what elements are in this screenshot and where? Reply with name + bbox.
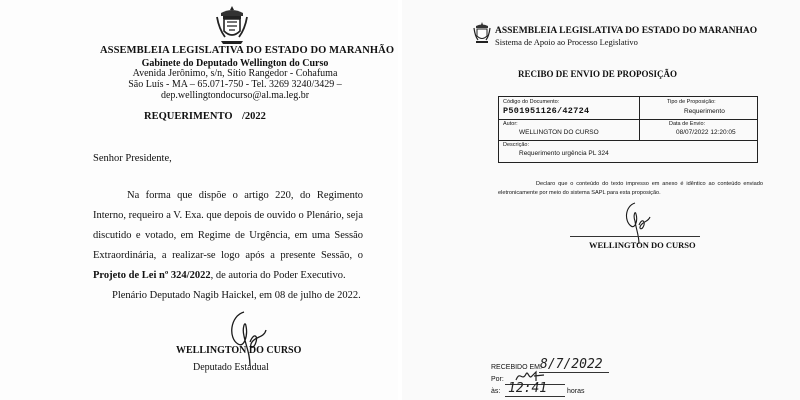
handwritten-signature — [621, 201, 651, 245]
email-address: dep.wellingtondocurso@al.ma.leg.br — [160, 90, 310, 101]
address-line-1: Avenida Jerônimo, s/n, Sítio Rangedor - Cohafuma — [132, 68, 338, 79]
proposition-type: Requerimento — [684, 108, 725, 115]
signatory-title: Deputado Estadual — [193, 362, 269, 373]
request-number: /2022 — [242, 111, 266, 122]
office-name: Gabinete do Deputado Wellington do Curso — [141, 58, 329, 69]
declaration-text: Declaro que o conteúdo do texto impresso em anexo é idêntico ao conteúdo enviado eletronicamente por meio do sistema SAPL para esta proposição. — [498, 181, 763, 196]
handwritten-signature — [224, 308, 270, 368]
send-date: 08/07/2022 12:20:05 — [676, 129, 736, 136]
body-text-start: Na forma que dispõe o artigo 220, do Regimento Interno, requeiro a V. Exa. que depois de ouvido o Plenário, seja discutido e votado, em Regime de Urgência, em uma Sessão Extraordinária, a realizar-se logo após a presente Sessão, o — [93, 190, 363, 261]
hours-label: horas — [567, 388, 585, 395]
send-date-label: Data de Envio: — [669, 121, 706, 127]
proposition-details-box — [498, 96, 758, 163]
proposition-type-label: Tipo de Proposição: — [667, 99, 716, 105]
document-code-label: Código do Documento: — [503, 99, 560, 105]
time-underline — [505, 396, 565, 397]
details-row-code — [499, 97, 757, 120]
author-label: Autor: — [503, 121, 518, 127]
received-time: 12:41 — [508, 381, 548, 396]
body-text-end: , de autoria do Poder Executivo. — [210, 270, 346, 281]
at-label: às: — [491, 388, 501, 395]
salutation: Senhor Presidente, — [93, 153, 172, 164]
receipt-page — [402, 0, 800, 400]
details-column-divider — [639, 97, 640, 140]
received-date: 8/7/2022 — [540, 357, 603, 372]
author-name: WELLINGTON DO CURSO — [519, 129, 599, 136]
by-label: Por: — [491, 376, 504, 383]
receipt-title: RECIBO DE ENVIO DE PROPOSIÇÃO — [518, 69, 678, 79]
requerimento-page — [0, 0, 398, 400]
maranhao-crest-icon — [215, 5, 249, 45]
received-underline — [539, 372, 609, 373]
signatory-name: WELLINGTON DO CURSO — [589, 240, 696, 250]
document-code: P501951126/42724 — [503, 106, 590, 116]
signature-line — [570, 236, 700, 237]
system-name: Sistema de Apoio ao Processo Legislativo — [495, 37, 638, 47]
assembly-title: ASSEMBLEIA LEGISLATIVA DO ESTADO DO MARANHÃO — [100, 45, 395, 56]
request-title: REQUERIMENTO — [144, 111, 233, 122]
address-line-2: São Luís - MA – 65.071-750 - Tel. 3269 3240/3429 – — [128, 79, 342, 90]
signatory-name: WELLINGTON DO CURSO — [176, 345, 302, 356]
assembly-title: ASSEMBLEIA LEGISLATIVA DO ESTADO DO MARANHAO — [495, 26, 758, 36]
received-label: RECEBIDO EM: — [491, 364, 542, 371]
description-text: Requerimento urgência PL 324 — [519, 150, 609, 157]
maranhao-crest-icon — [473, 22, 491, 44]
details-row-author — [499, 120, 757, 141]
request-body — [93, 186, 363, 286]
bill-reference: Projeto de Lei nº 324/2022 — [93, 270, 211, 281]
date-line: Plenário Deputado Nagib Haickel, em 08 de julho de 2022. — [112, 290, 361, 301]
description-label: Descrição: — [503, 142, 529, 148]
